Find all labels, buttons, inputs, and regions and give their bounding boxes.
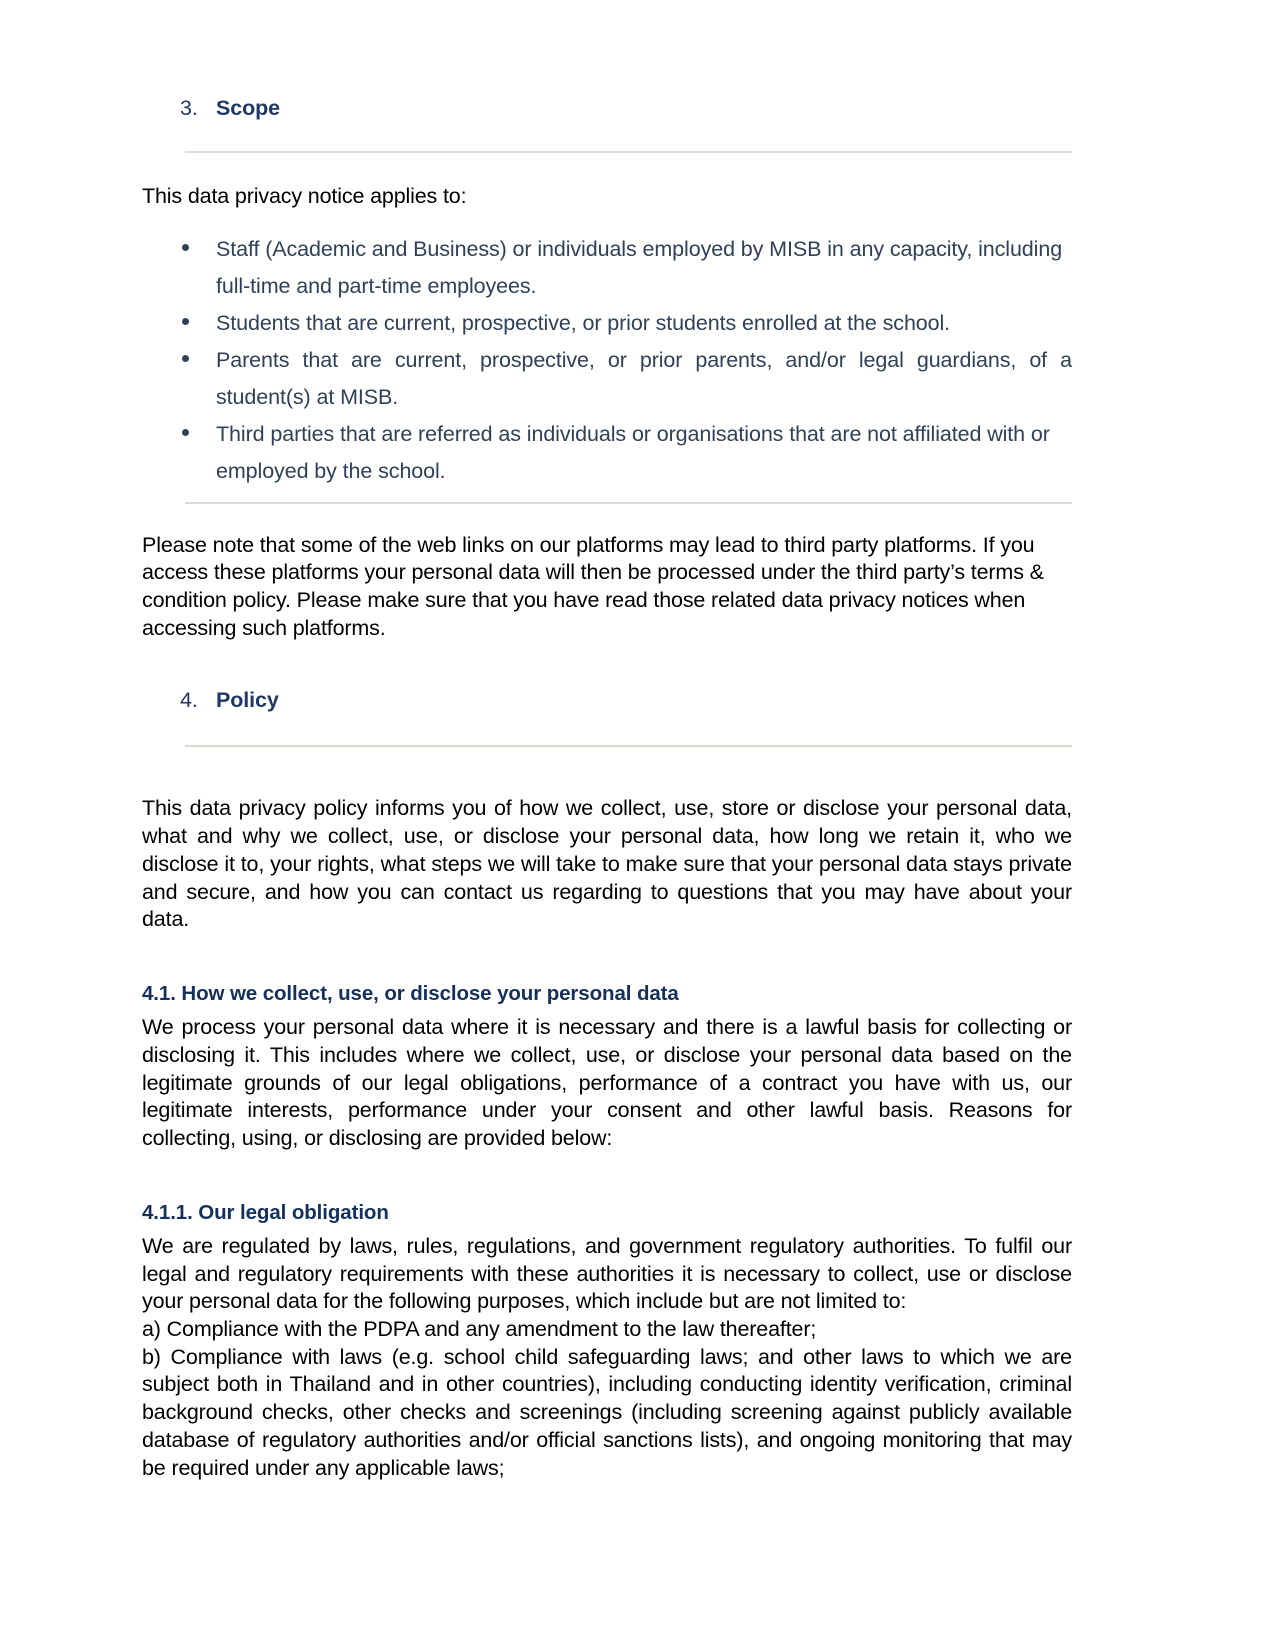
spacer-after-bullets (142, 490, 1072, 502)
list-item (142, 342, 1072, 416)
document-content (142, 0, 1072, 1482)
scope-bullet-list (142, 231, 1072, 490)
section-number-3: 3. (180, 96, 198, 120)
spacer-policy-heading-rule (142, 713, 1072, 745)
list-item (142, 231, 1072, 305)
list-item (142, 416, 1072, 490)
spacer-after-subheading-411 (142, 1225, 1072, 1233)
subheading-4-1-1: 4.1.1. Our legal obligation (142, 1200, 389, 1224)
section-number-4: 4. (180, 688, 198, 713)
list-item-text: Parents that are current, prospective, or prior parents, and/or legal guardians, of a student(s) at MISB. (216, 347, 1072, 409)
subsection-411-item-b: b) Compliance with laws (e.g. school child safeguarding laws; and other laws to which we are subject both in Thailand and in other countries), including conducting identity verification, criminal background checks, other checks and screenings (including screening against publicly available database of regulatory authorities and/or official sanctions lists), and ongoing monitoring that may be required under any applicable laws; (142, 1344, 1072, 1480)
spacer-after-divider (142, 504, 1072, 532)
spacer-after-subheading-41 (142, 1006, 1072, 1014)
bullet-dot-icon (182, 429, 189, 436)
third-party-note-paragraph: Please note that some of the web links on our platforms may lead to third party platforms. If you access these platforms your personal data will then be processed under the third party’s terms & condition policy. Please make sure that you have read those related data privacy notices when accessing such platforms. (142, 532, 1044, 640)
list-item-text: Third parties that are referred as individuals or organisations that are not affiliated with or employed by the school. (216, 421, 1050, 483)
bullet-dot-icon (182, 244, 189, 251)
spacer-before-policy-heading (142, 642, 1072, 688)
policy-intro-paragraph: This data privacy policy informs you of how we collect, use, store or disclose your personal data, what and why we collect, use, or disclose your personal data, how long we retain it, who we disclose it to, your rights, what steps we will take to make sure that your personal data stays private and secure, and how you can contact us regarding to questions that you may have about your data. (142, 796, 1072, 932)
scope-intro-paragraph: This data privacy notice applies to: (142, 184, 467, 208)
spacer-before-subheading-411 (142, 1153, 1072, 1201)
spacer-before-subheading-41 (142, 934, 1072, 982)
bullet-dot-icon (182, 355, 189, 362)
section-heading-scope (142, 96, 1072, 121)
subsection-411-item-a: a) Compliance with the PDPA and any amendment to the law thereafter; (142, 1317, 817, 1341)
list-item-text: Staff (Academic and Business) or individuals employed by MISB in any capacity, including full-time and part-time employees. (216, 236, 1063, 298)
section-title-scope: Scope (216, 96, 281, 120)
list-item (142, 305, 1072, 342)
top-spacer (142, 0, 1072, 96)
section-title-policy: Policy (216, 688, 279, 713)
spacer-heading-rule (142, 121, 1072, 151)
list-item-text: Students that are current, prospective, or prior students enrolled at the school. (216, 310, 951, 335)
subsection-41-paragraph: We process your personal data where it is necessary and there is a lawful basis for collecting or disclosing it. This includes where we collect, use, or disclose your personal data based on the legitimate grounds of our legal obligations, performance of a contract you have with us, our legitimate interests, performance under your consent and other lawful basis. Reasons for collecting, using, or disclosing are provided below: (142, 1015, 1072, 1151)
section-heading-policy (142, 688, 1072, 713)
spacer-intro (142, 153, 1072, 183)
bullet-dot-icon (182, 318, 189, 325)
spacer-after-policy-divider (142, 747, 1072, 795)
spacer-before-bullets (142, 211, 1072, 231)
subheading-4-1: 4.1. How we collect, use, or disclose your personal data (142, 982, 679, 1006)
subsection-411-paragraph-1: We are regulated by laws, rules, regulations, and government regulatory authorities. To fulfil our legal and regulatory requirements with these authorities it is necessary to collect, use or disclose your personal data for the following purposes, which include but are not limited to: (142, 1233, 1072, 1314)
